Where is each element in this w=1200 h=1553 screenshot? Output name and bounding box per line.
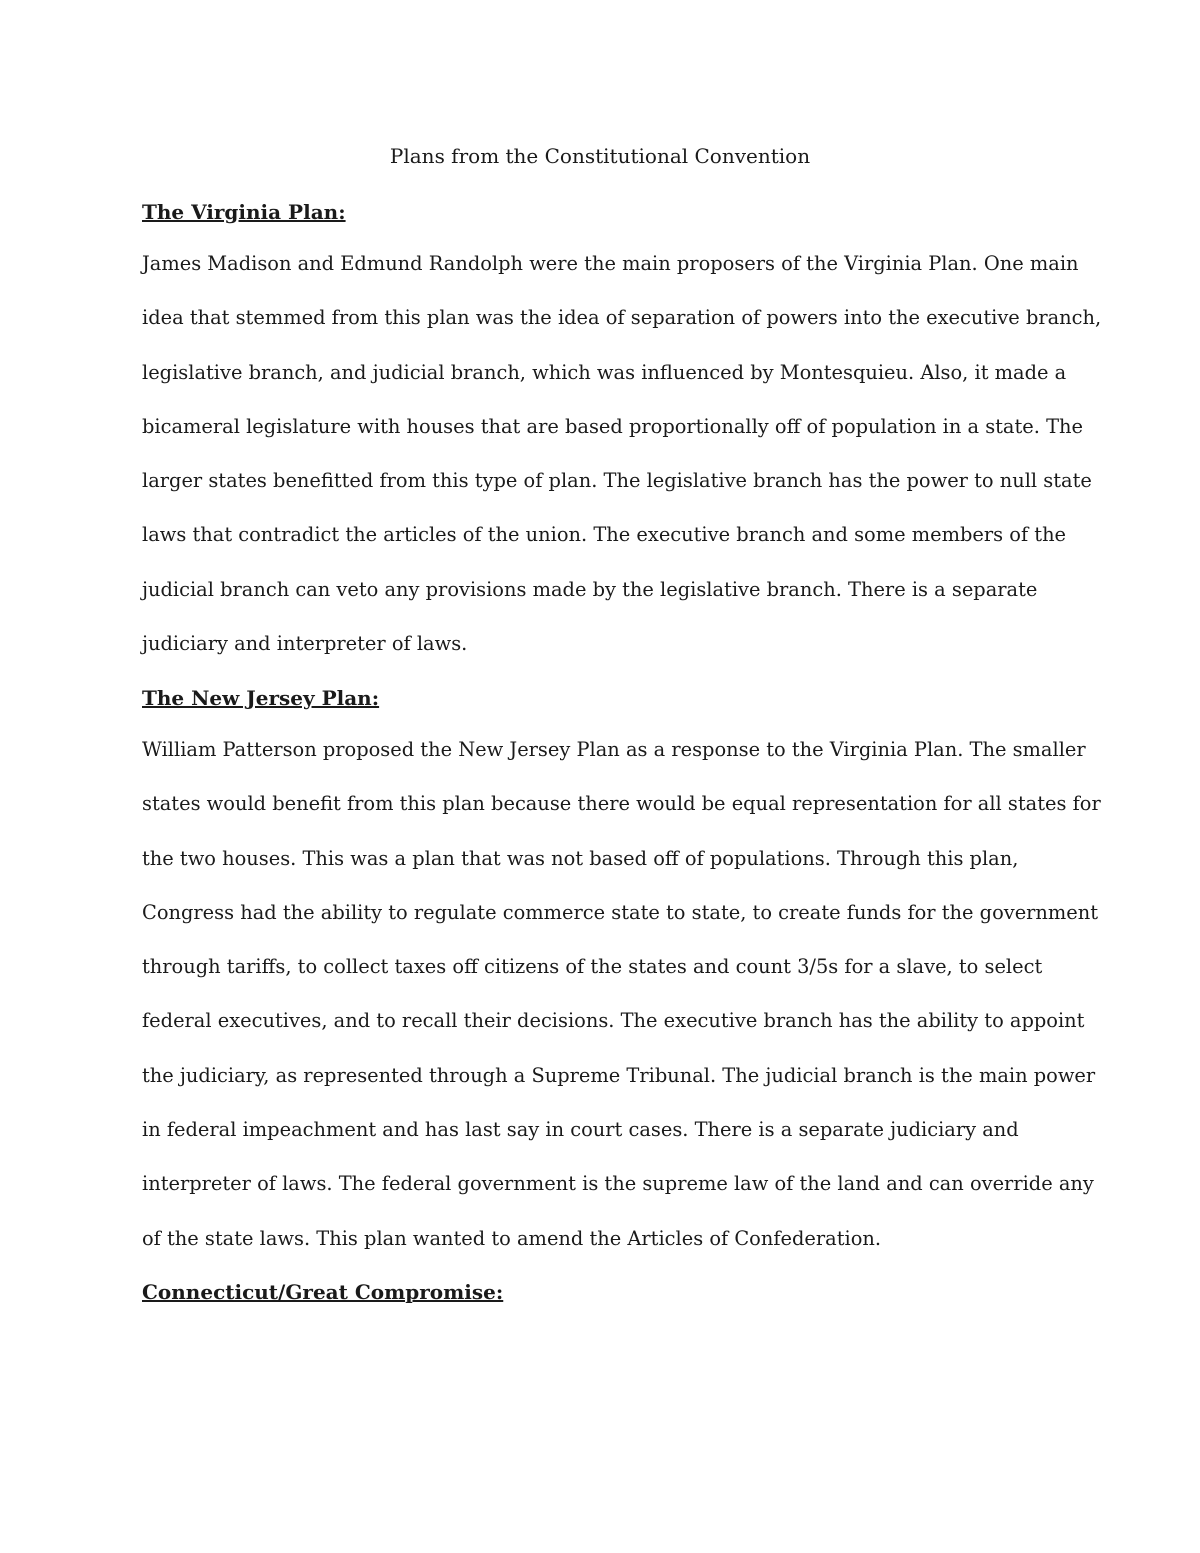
paragraph-line: federal executives, and to recall their decisions. The executive branch has the ability to appoint (142, 1009, 1085, 1033)
virginia-plan-paragraph (142, 248, 1102, 682)
paragraph-line: of the state laws. This plan wanted to amend the Articles of Confederation. (142, 1226, 882, 1250)
new-jersey-plan-paragraph (142, 734, 1101, 1277)
paragraph-line: in federal impeachment and has last say in court cases. There is a separate judiciary and (142, 1118, 1019, 1142)
paragraph-line: the two houses. This was a plan that was not based off of populations. Through this plan, (142, 846, 1019, 870)
paragraph-line: through tariffs, to collect taxes off citizens of the states and count 3/5s for a slave, to select (142, 955, 1043, 979)
document-title: Plans from the Constitutional Convention (389, 144, 811, 168)
section-heading-connecticut-compromise: Connecticut/Great Compromise: (142, 1280, 504, 1304)
paragraph-line: interpreter of laws. The federal government is the supreme law of the land and can override any (142, 1172, 1094, 1196)
section-heading-new-jersey-plan: The New Jersey Plan: (142, 686, 380, 710)
paragraph-line: bicameral legislature with houses that are based proportionally off of population in a state. The (142, 414, 1083, 438)
paragraph-line: Congress had the ability to regulate commerce state to state, to create funds for the government (142, 900, 1099, 924)
paragraph-line: larger states benefitted from this type of plan. The legislative branch has the power to null state (142, 469, 1092, 493)
paragraph-line: judicial branch can veto any provisions made by the legislative branch. There is a separate (142, 577, 1038, 601)
paragraph-line: judiciary and interpreter of laws. (142, 632, 468, 656)
paragraph-line: idea that stemmed from this plan was the idea of separation of powers into the executive branch, (142, 306, 1102, 330)
paragraph-line: James Madison and Edmund Randolph were the main proposers of the Virginia Plan. One main (142, 252, 1079, 275)
section-heading-virginia-plan: The Virginia Plan: (142, 200, 346, 224)
paragraph-line: laws that contradict the articles of the union. The executive branch and some members of the (142, 523, 1067, 547)
paragraph-line: states would benefit from this plan because there would be equal representation for all states for (142, 792, 1101, 816)
paragraph-line: the judiciary, as represented through a Supreme Tribunal. The judicial branch is the main power (142, 1063, 1096, 1087)
paragraph-line: legislative branch, and judicial branch, which was influenced by Montesquieu. Also, it made a (142, 360, 1067, 384)
paragraph-line: William Patterson proposed the New Jersey Plan as a response to the Virginia Plan. The smaller (142, 738, 1086, 761)
